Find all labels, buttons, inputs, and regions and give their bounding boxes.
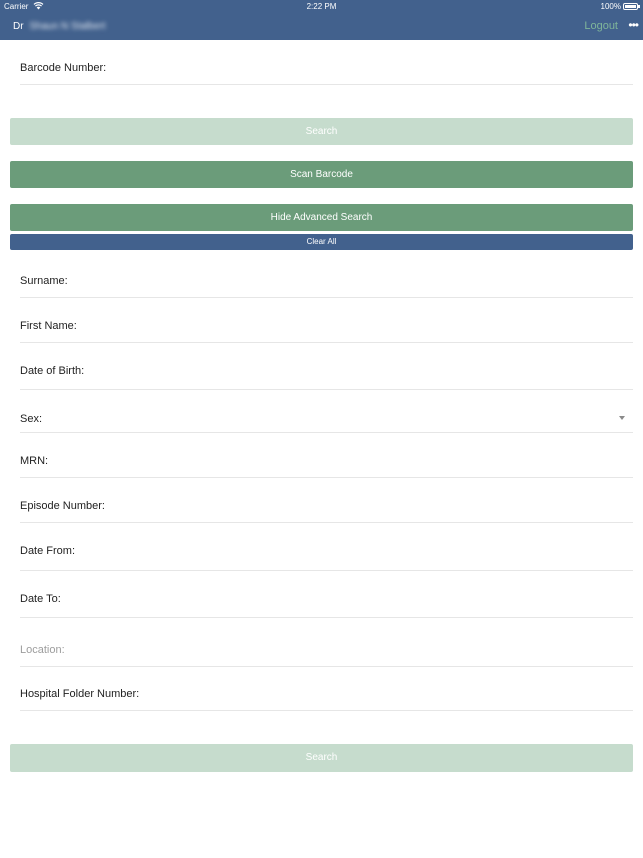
carrier-label: Carrier [4, 2, 29, 11]
logout-button[interactable]: Logout [584, 20, 618, 32]
search-button-top[interactable]: Search [10, 118, 633, 145]
location-placeholder: Location: [20, 644, 65, 656]
status-bar [0, 0, 643, 13]
date-from-label: Date From: [20, 545, 76, 557]
scan-barcode-button[interactable]: Scan Barcode [10, 161, 633, 188]
date-to-label: Date To: [20, 593, 61, 605]
date-of-birth-label: Date of Birth: [20, 365, 85, 377]
hide-advanced-search-button[interactable]: Hide Advanced Search [10, 204, 633, 231]
clear-all-button[interactable]: Clear All [10, 234, 633, 250]
surname-label: Surname: [20, 275, 68, 287]
hospital-folder-number-field[interactable] [20, 681, 633, 711]
user-prefix: Dr [13, 21, 24, 32]
search-button-bottom[interactable]: Search [10, 744, 633, 772]
mrn-label: MRN: [20, 455, 49, 467]
clock: 2:22 PM [306, 2, 337, 11]
nav-bar [0, 13, 643, 40]
first-name-label: First Name: [20, 320, 77, 332]
user-name [13, 21, 106, 32]
surname-field[interactable] [20, 268, 633, 298]
battery-percent: 100% [600, 2, 621, 11]
episode-number-label: Episode Number: [20, 500, 105, 512]
date-from-field[interactable] [20, 538, 633, 571]
episode-number-field[interactable] [20, 493, 633, 523]
more-options-icon[interactable]: ••• [628, 18, 638, 32]
sex-select[interactable] [20, 406, 633, 433]
user-name-blurred: Shaun N Stalbert [29, 21, 106, 32]
date-to-field[interactable] [20, 586, 633, 618]
battery-icon [623, 3, 638, 10]
dropdown-caret-icon [619, 416, 625, 420]
mrn-field[interactable] [20, 448, 633, 478]
hospital-folder-number-label: Hospital Folder Number: [20, 688, 140, 700]
date-of-birth-field[interactable] [20, 358, 633, 390]
barcode-number-field[interactable] [20, 55, 633, 85]
location-field[interactable] [20, 637, 633, 667]
barcode-number-label: Barcode Number: [20, 62, 107, 74]
sex-label: Sex: [20, 413, 43, 425]
first-name-field[interactable] [20, 313, 633, 343]
